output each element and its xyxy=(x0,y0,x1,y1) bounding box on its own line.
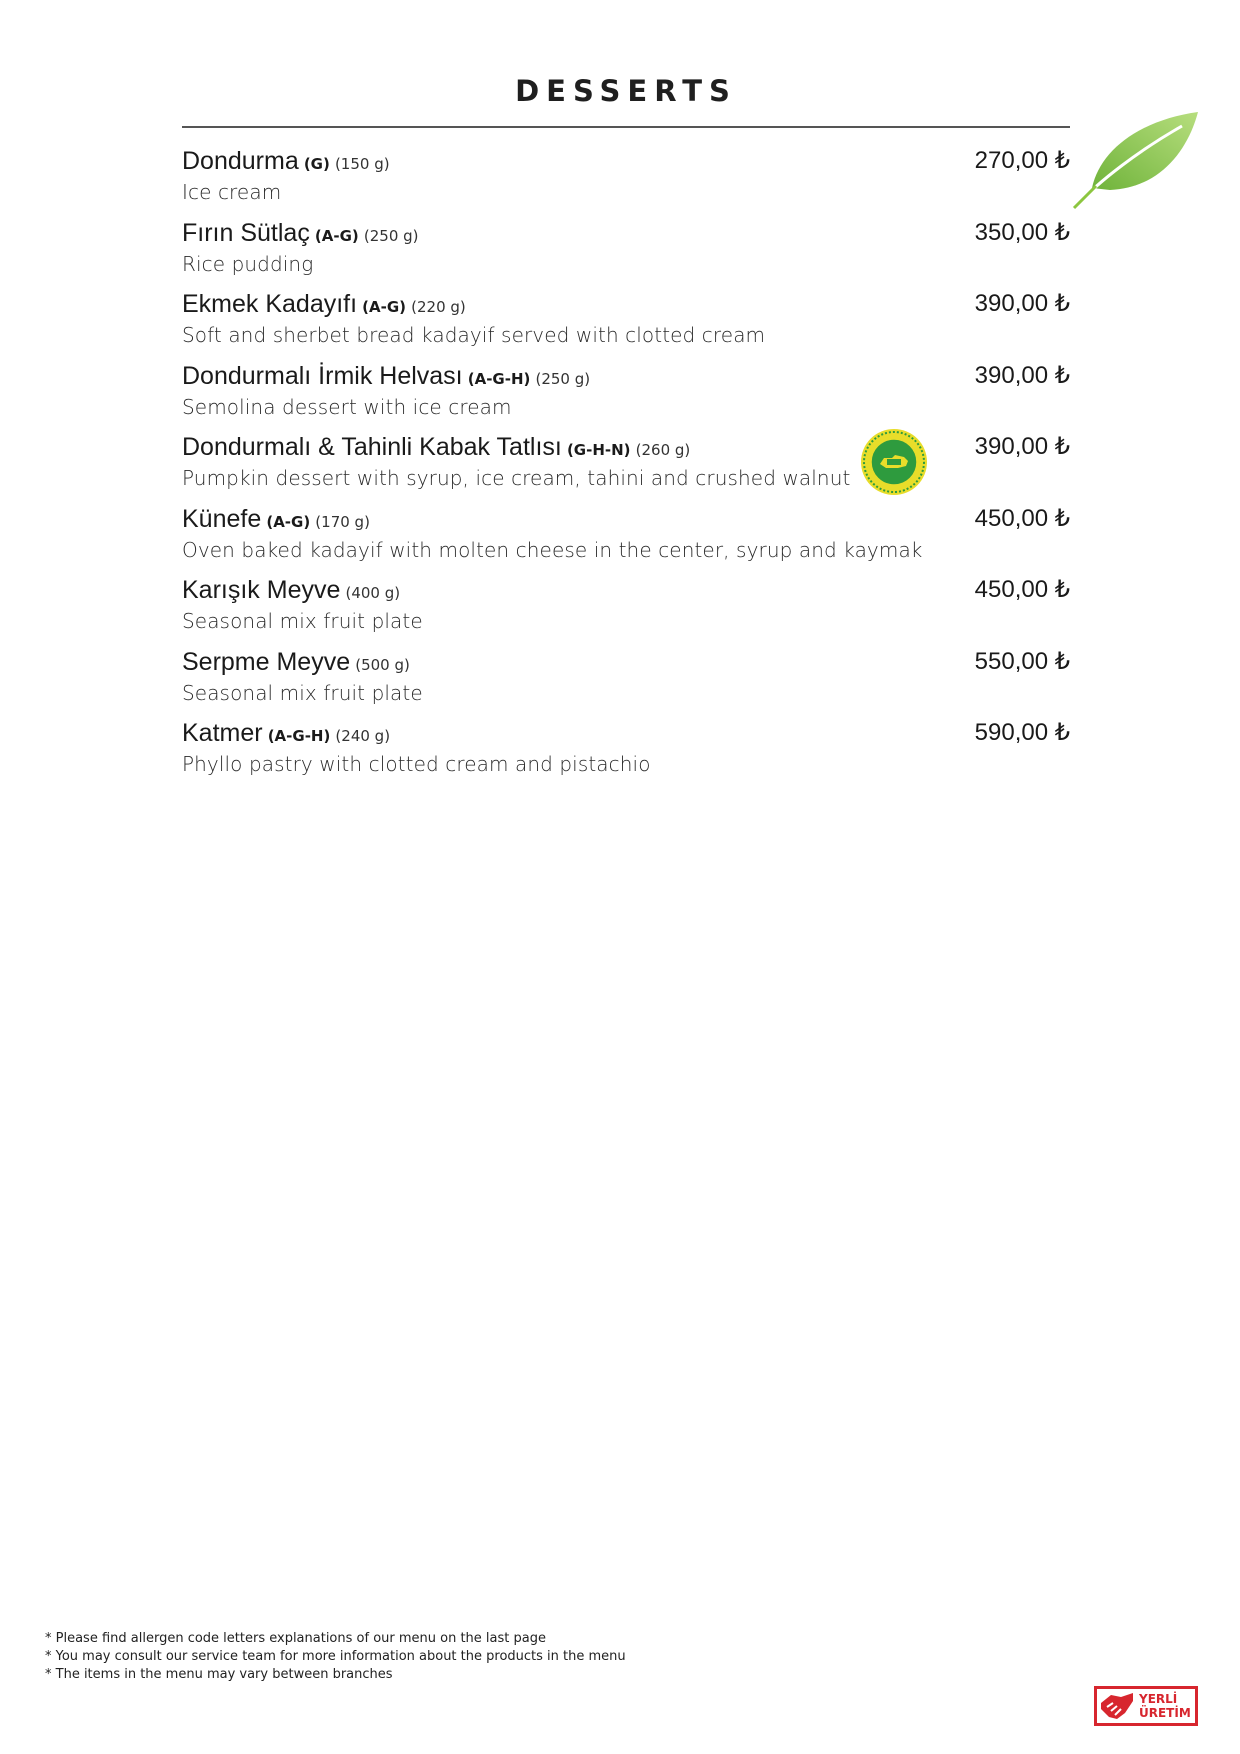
footnote: * The items in the menu may vary between branches xyxy=(45,1667,393,1682)
item-weight: (500 g) xyxy=(355,655,410,674)
menu-item xyxy=(182,146,1070,218)
item-price: 390,00 ₺ xyxy=(974,433,1070,460)
item-weight: (400 g) xyxy=(345,584,401,602)
item-description: Ice cream xyxy=(182,180,282,204)
item-weight: (250 g) xyxy=(363,226,419,245)
item-price: 270,00 ₺ xyxy=(974,147,1070,174)
menu-item xyxy=(182,289,1070,361)
menu-item xyxy=(182,218,1070,290)
item-description: Oven baked kadayif with molten cheese in the center, syrup and kaymak xyxy=(182,537,923,562)
menu-item xyxy=(182,575,1070,647)
item-description: Seasonal mix fruit plate xyxy=(182,609,423,633)
handshake-icon xyxy=(1099,1689,1135,1723)
item-weight: (170 g) xyxy=(315,512,370,531)
item-weight: (240 g) xyxy=(335,727,391,745)
item-price: 590,00 ₺ xyxy=(974,719,1070,746)
item-name: Ekmek Kadayıfı xyxy=(182,290,358,318)
menu-list xyxy=(182,146,1070,790)
allergen-code: (A-G) xyxy=(362,298,407,316)
item-price: 390,00 ₺ xyxy=(974,290,1070,317)
item-description: Seasonal mix fruit plate xyxy=(182,680,423,705)
item-price: 450,00 ₺ xyxy=(974,504,1070,532)
title-divider xyxy=(182,126,1070,128)
menu-item xyxy=(182,647,1070,719)
item-weight: (250 g) xyxy=(535,369,591,388)
item-price: 450,00 ₺ xyxy=(974,576,1070,603)
item-price: 350,00 ₺ xyxy=(974,218,1070,246)
geographical-indication-seal-icon xyxy=(860,428,928,496)
allergen-code: (A-G-H) xyxy=(267,727,331,745)
item-weight: (220 g) xyxy=(411,298,466,316)
item-price: 390,00 ₺ xyxy=(974,361,1070,389)
item-name: Dondurmalı & Tahinli Kabak Tatlısı xyxy=(182,433,562,461)
allergen-code: (A-G-H) xyxy=(467,369,531,388)
item-price: 550,00 ₺ xyxy=(974,647,1070,675)
item-name: Fırın Sütlaç xyxy=(182,218,310,247)
logo-line2: ÜRETİM xyxy=(1139,1706,1191,1720)
allergen-code: (A-G) xyxy=(266,512,311,531)
menu-item xyxy=(182,504,1070,576)
item-name: Künefe xyxy=(182,504,262,533)
allergen-code: (G) xyxy=(303,155,330,173)
item-weight: (260 g) xyxy=(635,441,691,459)
allergen-code: (G-H-N) xyxy=(566,441,631,459)
page-title: DESSERTS xyxy=(515,74,737,108)
logo-line1: YERLİ xyxy=(1139,1692,1178,1706)
item-name: Karışık Meyve xyxy=(182,576,341,604)
item-description: Rice pudding xyxy=(182,251,314,276)
leaf-icon xyxy=(1070,110,1200,210)
item-description: Soft and sherbet bread kadayif served with clotted cream xyxy=(182,323,766,347)
yerli-uretim-logo xyxy=(1094,1686,1198,1726)
footnote: * You may consult our service team for more information about the products in the menu xyxy=(45,1649,626,1664)
item-name: Serpme Meyve xyxy=(182,647,351,676)
item-description: Phyllo pastry with clotted cream and pistachio xyxy=(182,752,651,776)
menu-item xyxy=(182,718,1070,790)
menu-item xyxy=(182,432,1070,504)
allergen-code: (A-G) xyxy=(314,226,359,245)
item-weight: (150 g) xyxy=(334,155,390,173)
item-name: Dondurmalı İrmik Helvası xyxy=(182,361,463,390)
footnote: * Please find allergen code letters explanations of our menu on the last page xyxy=(45,1631,546,1646)
item-name: Katmer xyxy=(182,719,263,747)
item-name: Dondurma xyxy=(182,147,299,175)
item-description: Semolina dessert with ice cream xyxy=(182,394,512,419)
item-description: Pumpkin dessert with syrup, ice cream, tahini and crushed walnut xyxy=(182,466,851,490)
menu-item xyxy=(182,361,1070,433)
footnotes xyxy=(45,1630,626,1684)
